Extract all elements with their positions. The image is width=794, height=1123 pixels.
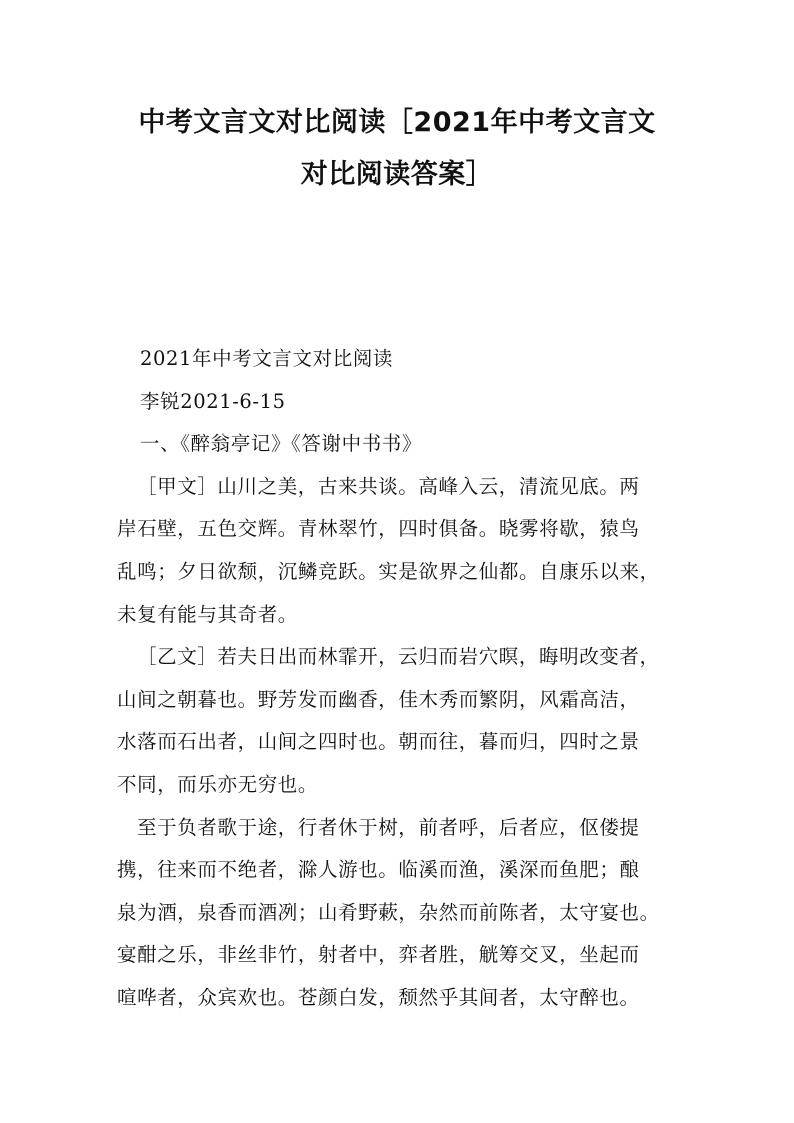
paragraph-jia (117, 466, 687, 636)
paragraph-line: 乱鸣；夕日欲颓，沉鳞竞跃。实是欲界之仙都。自康乐以来， (117, 559, 660, 583)
paragraph-line: ［甲文］山川之美，古来共谈。高峰入云，清流见底。两 (137, 474, 640, 498)
paragraph-yi-continued (117, 807, 687, 1020)
paragraph-line: ［乙文］若夫日出而林霏开，云归而岩穴暝，晦明改变者， (137, 645, 660, 669)
paragraph-line: 宴酣之乐，非丝非竹，射者中，弈者胜，觥筹交叉，坐起而 (117, 943, 640, 967)
section-title: 一、《醉翁亭记》《答谢中书书》 (140, 432, 423, 456)
document-title (60, 97, 734, 201)
document-heading: 2021年中考文言文对比阅读 (140, 347, 394, 370)
paragraph-line: 至于负者歌于途，行者休于树，前者呼，后者应，伛偻提 (137, 815, 640, 839)
paragraph-line: 山间之朝暮也。野芳发而幽香，佳木秀而繁阴，风霜高洁， (117, 687, 640, 711)
paragraph-line: 水落而石出者，山间之四时也。朝而往，暮而归，四时之景 (117, 730, 640, 754)
author-date: 李锐2021-6-15 (140, 389, 286, 413)
paragraph-line: 不同，而乐亦无穷也。 (117, 772, 319, 796)
paragraph-line: 岸石壁，五色交辉。青林翠竹，四时俱备。晓雾将歇，猿鸟 (117, 517, 640, 541)
paragraph-line: 未复有能与其奇者。 (117, 602, 298, 626)
paragraph-line: 喧哗者，众宾欢也。苍颜白发，颓然乎其间者，太守醉也。 (117, 985, 640, 1009)
paragraph-yi (117, 636, 687, 806)
title-line-1: 中考文言文对比阅读［2021年中考文言文 (138, 107, 656, 138)
paragraph-line: 泉为酒，泉香而酒冽；山肴野蔌，杂然而前陈者，太守宴也。 (117, 900, 660, 924)
document-body (117, 338, 687, 1020)
title-line-2: 对比阅读答案］ (300, 159, 494, 190)
paragraph-line: 携，往来而不绝者，滁人游也。临溪而渔，溪深而鱼肥；酿 (117, 858, 640, 882)
